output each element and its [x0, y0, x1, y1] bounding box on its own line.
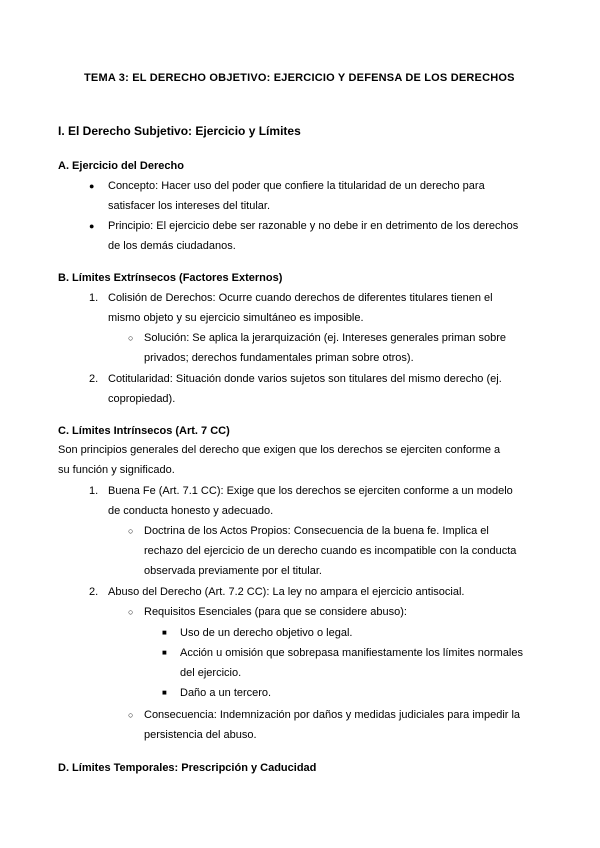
bullet-dot-icon: ●: [89, 221, 95, 231]
list-item-line: satisfacer los intereses del titular.: [108, 200, 271, 212]
sub-item-line: Solución: Se aplica la jerarquización (ej. Intereses generales priman sobre: [144, 332, 506, 344]
list-item-line: mismo objeto y su ejercicio simultáneo es imposible.: [108, 312, 364, 324]
list-number: 1.: [89, 485, 99, 497]
sub-item-line: persistencia del abuso.: [144, 729, 257, 741]
bullet-square-icon: ■: [162, 688, 167, 697]
list-item-line: Abuso del Derecho (Art. 7.2 CC): La ley no ampara el ejercicio antisocial.: [108, 586, 465, 598]
list-number: 1.: [89, 292, 99, 304]
bullet-circle-icon: ○: [128, 710, 134, 720]
list-item-line: copropiedad).: [108, 393, 176, 405]
sub-sub-item-line: Daño a un tercero.: [180, 687, 272, 699]
bullet-circle-icon: ○: [128, 526, 134, 536]
section-heading-c: C. Límites Intrínsecos (Art. 7 CC): [58, 425, 230, 437]
section-heading-b: B. Límites Extrínsecos (Factores Externos): [58, 272, 283, 284]
paragraph-line: Son principios generales del derecho que exigen que los derechos se ejerciten conforme a: [58, 444, 501, 456]
bullet-square-icon: ■: [162, 628, 167, 637]
list-item-line: Concepto: Hacer uso del poder que confiere la titularidad de un derecho para: [108, 180, 485, 192]
sub-item-line: observada previamente por el titular.: [144, 565, 322, 577]
bullet-circle-icon: ○: [128, 333, 134, 343]
sub-sub-item-line: Acción u omisión que sobrepasa manifiestamente los límites normales: [180, 647, 523, 659]
section-heading-1: I. El Derecho Subjetivo: Ejercicio y Límites: [58, 124, 301, 138]
document-title: TEMA 3: EL DERECHO OBJETIVO: EJERCICIO Y DEFENSA DE LOS DERECHOS: [84, 72, 515, 84]
section-heading-a: A. Ejercicio del Derecho: [58, 160, 184, 172]
list-item-line: de conducta honesto y adecuado.: [108, 505, 274, 517]
section-heading-d: D. Límites Temporales: Prescripción y Caducidad: [58, 762, 317, 774]
list-item-line: Colisión de Derechos: Ocurre cuando derechos de diferentes titulares tienen el: [108, 292, 493, 304]
sub-item-line: Requisitos Esenciales (para que se considere abuso):: [144, 606, 407, 618]
bullet-circle-icon: ○: [128, 607, 134, 617]
sub-item-line: Consecuencia: Indemnización por daños y medidas judiciales para impedir la: [144, 709, 521, 721]
bullet-square-icon: ■: [162, 648, 167, 657]
paragraph-line: su función y significado.: [58, 464, 175, 476]
list-number: 2.: [89, 586, 99, 598]
list-item-line: Buena Fe (Art. 7.1 CC): Exige que los derechos se ejerciten conforme a un modelo: [108, 485, 513, 497]
list-item-line: Cotitularidad: Situación donde varios sujetos son titulares del mismo derecho (ej.: [108, 373, 502, 385]
sub-item-line: Doctrina de los Actos Propios: Consecuencia de la buena fe. Implica el: [144, 525, 489, 537]
list-item-line: Principio: El ejercicio debe ser razonable y no debe ir en detrimento de los derechos: [108, 220, 519, 232]
sub-item-line: privados; derechos fundamentales priman sobre otros).: [144, 352, 414, 364]
list-item-line: de los demás ciudadanos.: [108, 240, 236, 252]
sub-sub-item-line: del ejercicio.: [180, 667, 242, 679]
bullet-dot-icon: ●: [89, 181, 95, 191]
list-number: 2.: [89, 373, 99, 385]
sub-item-line: rechazo del ejercicio de un derecho cuando es incompatible con la conducta: [144, 545, 517, 557]
sub-sub-item-line: Uso de un derecho objetivo o legal.: [180, 627, 353, 639]
